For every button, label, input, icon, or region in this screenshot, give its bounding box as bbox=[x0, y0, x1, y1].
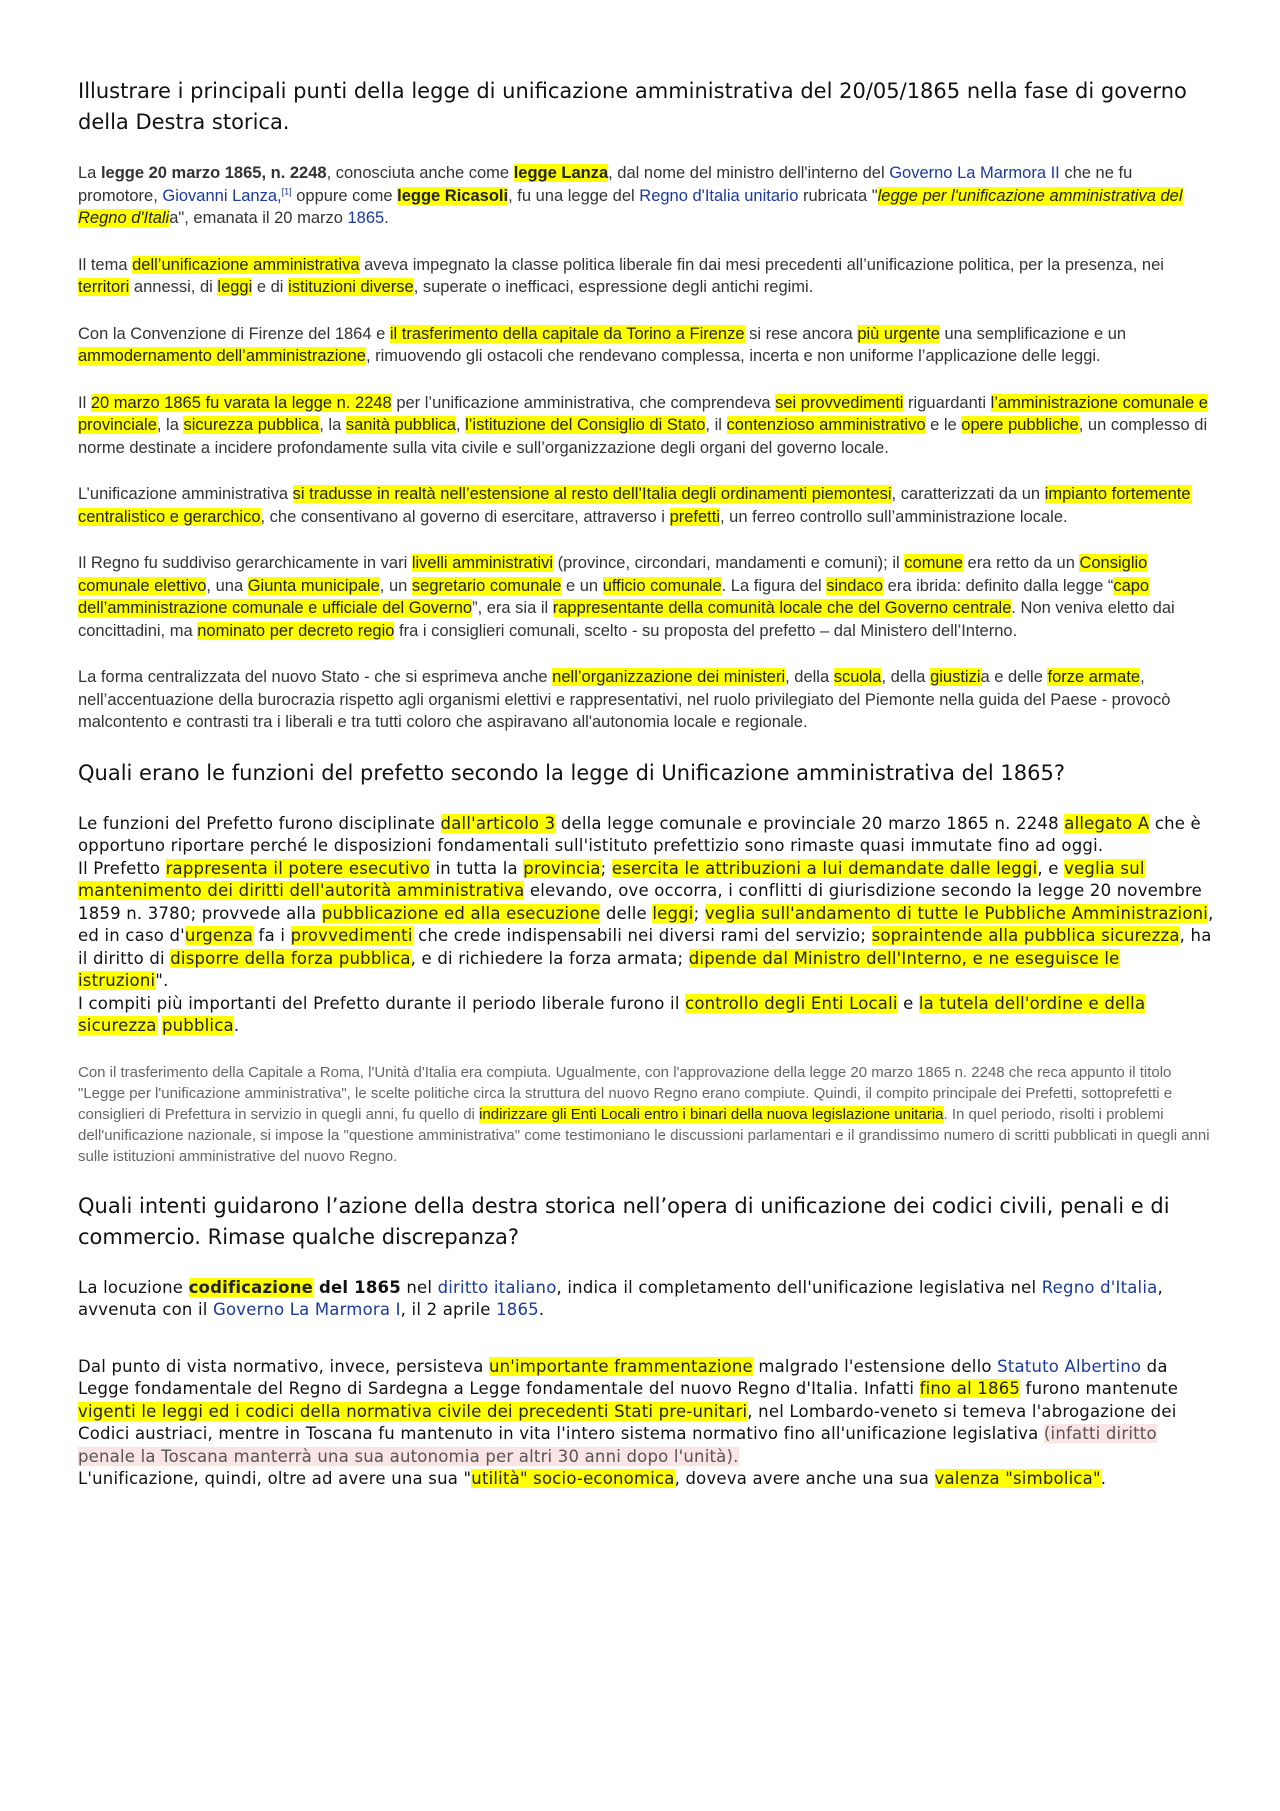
link-diritto-italiano[interactable]: diritto italiano bbox=[437, 1277, 557, 1297]
q1-paragraph-7: La forma centralizzata del nuovo Stato - che si esprimeva anche nell’organizzazione dei ministeri, della scuola, della giustizia e delle forze armate, nell’accentuazione della burocrazia rispetto agli organismi elettivi e rappresentativi, nel ruolo privilegiato del Piemonte nella guida del Paese - provocò malcontento e contrasti tra i liberali e tra tutti coloro che aspiravano all'autonomia locale e regionale. bbox=[78, 668, 1171, 731]
question-2-title: Quali erano le funzioni del prefetto secondo la legge di Unificazione amministrativa del 1865? bbox=[78, 760, 1065, 785]
link-statuto-albertino[interactable]: Statuto Albertino bbox=[997, 1356, 1142, 1376]
link-regno-ditalia-unitario[interactable]: Regno d'Italia unitario bbox=[639, 186, 799, 205]
q1-paragraph-4: Il 20 marzo 1865 fu varata la legge n. 2248 per l’unificazione amministrativa, che comprendeva sei provvedimenti riguardanti l’amministrazione comunale e provinciale, la sicurezza pubblica, la sanità pubblica, l’istituzione del Consiglio di Stato, il contenzioso amministrativo e le opere pubbliche, un complesso di norme destinate a incidere profondamente sulla vita civile e sull’organizzazione degli organi del governo locale. bbox=[78, 393, 1208, 457]
q2-paragraph-2: Con il trasferimento della Capitale a Roma, l'Unità d'Italia era compiuta. Ugualmente, con l'approvazione della legge 20 marzo 1865 n. 2248 che reca appunto il titolo "Legge per l'unificazione amministrativa", le scelte politiche circa la struttura del nuovo Regno erano compiute. Quindi, il compito principale dei Prefetti, sottoprefetti e consiglieri di Prefettura in servizio in quegli anni, fu quello di indirizzare gli Enti Locali entro i binari della nuova legislazione unitaria. In quel periodo, risolti i problemi dell'unificazione nazionale, si impose la "questione amministrativa" come testimoniano le discussioni parlamentari e il grandissimo numero di scritti pubblicati in quegli anni sulle istituzioni amministrative del nuovo Regno. bbox=[78, 1063, 1210, 1165]
link-1865[interactable]: 1865 bbox=[347, 209, 385, 227]
q3-paragraph-2: Dal punto di vista normativo, invece, persisteva un'importante frammentazione malgrado l'estensione dello Statuto Albertino da Legge fondamentale del Regno di Sardegna a Legge fondamentale del nuovo Regno d'Italia. Infatti fino al 1865 furono mantenute vigenti le leggi ed i codici della normativa civile dei precedenti Stati pre-unitari, nel Lombardo-veneto si temeva l'abrogazione dei Codici austriaci, mentre in Toscana fu mantenuto in vita l'intero sistema normativo fino all'unificazione legislativa (infatti diritto penale la Toscana manterrà una sua autonomia per altri 30 anni dopo l'unità). L'unificazione, quindi, oltre ad avere una sua "utilità" socio-economica, doveva avere anche una sua valenza "simbolica". bbox=[78, 1356, 1179, 1488]
link-1865-b[interactable]: 1865 bbox=[496, 1300, 539, 1319]
link-regno-ditalia[interactable]: Regno d'Italia bbox=[1041, 1277, 1158, 1297]
q1-paragraph-2: Il tema dell’unificazione amministrativa aveva impegnato la classe politica liberale fin dai mesi precedenti all’unificazione politica, per la presenza, nei territori annessi, di leggi e di istituzioni diverse, superate o inefficaci, espressione degli antichi regimi. bbox=[78, 255, 1164, 296]
q1-paragraph-6: Il Regno fu suddiviso gerarchicamente in vari livelli amministrativi (province, circondari, mandamenti e comuni); il comune era retto da un Consiglio comunale elettivo, una Giunta municipale, un segretario comunale e un ufficio comunale. La figura del sindaco era ibrida: definito dalla legge “capo dell’amministrazione comunale e ufficiale del Governo”, era sia il rappresentante della comunità locale che del Governo centrale. Non veniva eletto dai concittadini, ma nominato per decreto regio fra i consiglieri comunali, scelto - su proposta del prefetto – dal Ministero dell’Interno. bbox=[78, 554, 1175, 640]
link-governo-la-marmora-ii[interactable]: Governo La Marmora II bbox=[889, 164, 1060, 182]
footnote-ref[interactable]: [1] bbox=[281, 186, 292, 196]
q1-paragraph-3: Con la Convenzione di Firenze del 1864 e il trasferimento della capitale da Torino a Firenze si rese ancora più urgente una semplificazione e un ammodernamento dell’amministrazione, rimuovendo gli ostacoli che rendevano complessa, incerta e non uniforme l’applicazione delle leggi. bbox=[78, 324, 1127, 365]
q3-paragraph-1: La locuzione codificazione del 1865 nel diritto italiano, indica il completamento dell'unificazione legislativa nel Regno d'Italia, avvenuta con il Governo La Marmora I, il 2 aprile 1865. bbox=[78, 1277, 1163, 1319]
q2-paragraph-1: Le funzioni del Prefetto furono disciplinate dall'articolo 3 della legge comunale e provinciale 20 marzo 1865 n. 2248 allegato A che è opportuno riportare perché le disposizioni fondamentali sull'istituto prefettizio sono rimaste quasi immutate fino ad oggi. Il Prefetto rappresenta il potere esecutivo in tutta la provincia; esercita le attribuzioni a lui demandate dalle leggi, e veglia sul mantenimento dei diritti dell'autorità amministrativa elevando, ove occorra, i conflitti di giurisdizione secondo la legge 20 novembre 1859 n. 3780; provvede alla pubblicazione ed alla esecuzione delle leggi; veglia sull'andamento di tutte le Pubbliche Amministrazioni, ed in caso d'urgenza fa i provvedimenti che crede indispensabili nei diversi rami del servizio; sopraintende alla pubblica sicurezza, ha il diritto di disporre della forza pubblica, e di richiedere la forza armata; dipende dal Ministro dell'Interno, e ne eseguisce le istruzioni". I compiti più importanti del Prefetto durante il periodo liberale furono il controllo degli Enti Locali e la tutela dell'ordine e della sicurezza pubblica. bbox=[78, 813, 1214, 1035]
question-3-title: Quali intenti guidarono l’azione della destra storica nell’opera di unificazione dei codici civili, penali e di commercio. Rimase qualche discrepanza? bbox=[78, 1193, 1170, 1249]
document-page bbox=[78, 76, 1214, 1515]
link-giovanni-lanza[interactable]: Giovanni Lanza, bbox=[162, 186, 282, 205]
link-governo-la-marmora-i[interactable]: Governo La Marmora I bbox=[213, 1300, 401, 1319]
q1-paragraph-1: La legge 20 marzo 1865, n. 2248, conosciuta anche come legge Lanza, dal nome del ministro dell'interno del Governo La Marmora II che ne fu promotore, Giovanni Lanza,[1] oppure come legge Ricasoli, fu una legge del Regno d'Italia unitario rubricata "legge per l'unificazione amministrativa del Regno d'Italia", emanata il 20 marzo 1865. bbox=[78, 164, 1183, 227]
q1-paragraph-5: L’unificazione amministrativa si tradusse in realtà nell’estensione al resto dell’Italia degli ordinamenti piemontesi, caratterizzati da un impianto fortemente centralistico e gerarchico, che consentivano al governo di esercitare, attraverso i prefetti, un ferreo controllo sull’amministrazione locale. bbox=[78, 485, 1191, 526]
question-1-title: Illustrare i principali punti della legge di unificazione amministrativa del 20/05/1865 nella fase di governo della Destra storica. bbox=[78, 79, 1187, 134]
